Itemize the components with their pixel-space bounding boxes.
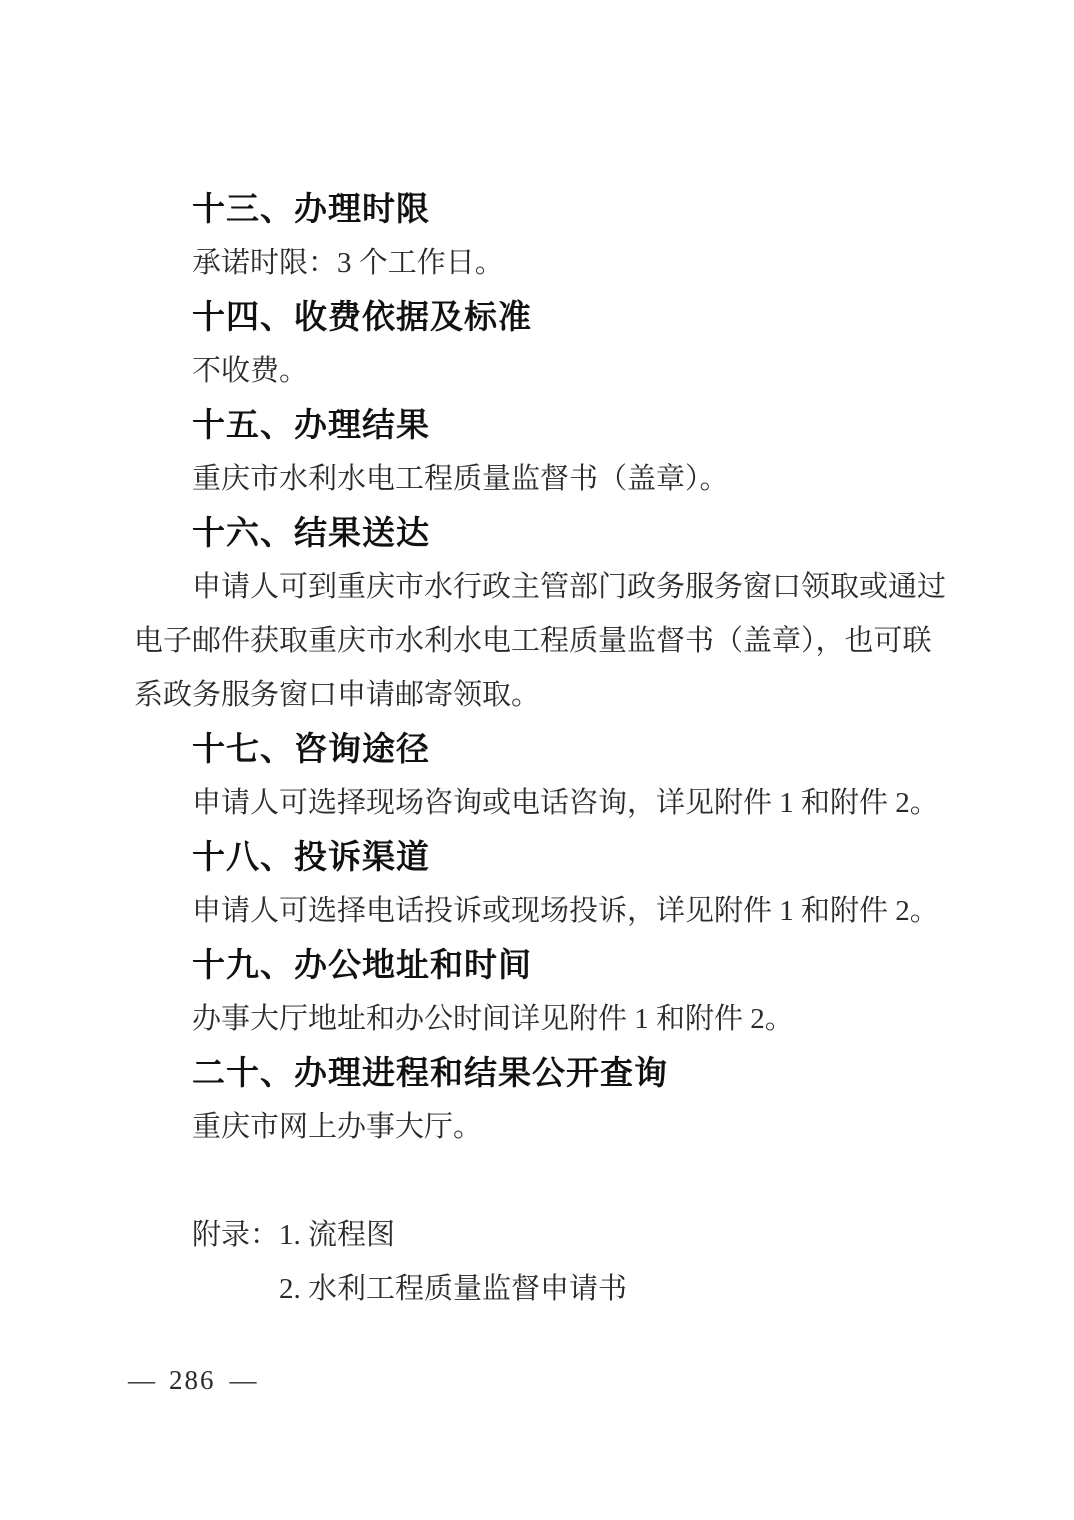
para-promised-time: 承诺时限：3 个工作日。 (192, 247, 504, 279)
footer-dash-right: — (229, 1365, 257, 1395)
heading-19-office-address: 十九、办公地址和时间 (192, 946, 532, 983)
footer-dash-left: — (128, 1365, 155, 1395)
heading-17-consultation: 十七、咨询途径 (192, 730, 430, 767)
para-office-address: 办事大厅地址和办公时间详见附件 1 和附件 2。 (192, 1003, 794, 1035)
para-complaint: 申请人可选择电话投诉或现场投诉，详见附件 1 和附件 2。 (192, 895, 939, 927)
heading-16-result-delivery: 十六、结果送达 (192, 514, 430, 551)
para-delivery-line-2: 电子邮件获取重庆市水利水电工程质量监督书（盖章），也可联 (134, 625, 932, 657)
para-delivery-line-3: 系政务服务窗口申请邮寄领取。 (134, 679, 541, 711)
page-footer (128, 1360, 257, 1400)
para-result-document: 重庆市水利水电工程质量监督书（盖章）。 (192, 463, 729, 495)
heading-14-fee-basis: 十四、收费依据及标准 (192, 298, 532, 335)
para-delivery-line-1: 申请人可到重庆市水行政主管部门政务服务窗口领取或通过 (192, 571, 947, 603)
para-no-fee: 不收费。 (192, 355, 309, 387)
heading-13-time-limit: 十三、办理时限 (192, 190, 430, 227)
heading-18-complaint: 十八、投诉渠道 (192, 838, 430, 875)
para-progress-query: 重庆市网上办事大厅。 (192, 1111, 483, 1143)
appendix-item-1: 附录：1. 流程图 (192, 1219, 396, 1251)
document-body (134, 182, 948, 1316)
blank-line (134, 1154, 948, 1208)
heading-15-result: 十五、办理结果 (192, 406, 430, 443)
appendix-item-2: 2. 水利工程质量监督申请书 (279, 1273, 628, 1305)
page-number: 286 (169, 1365, 216, 1395)
para-consultation: 申请人可选择现场咨询或电话咨询，详见附件 1 和附件 2。 (192, 787, 939, 819)
heading-20-progress-query: 二十、办理进程和结果公开查询 (192, 1054, 668, 1091)
